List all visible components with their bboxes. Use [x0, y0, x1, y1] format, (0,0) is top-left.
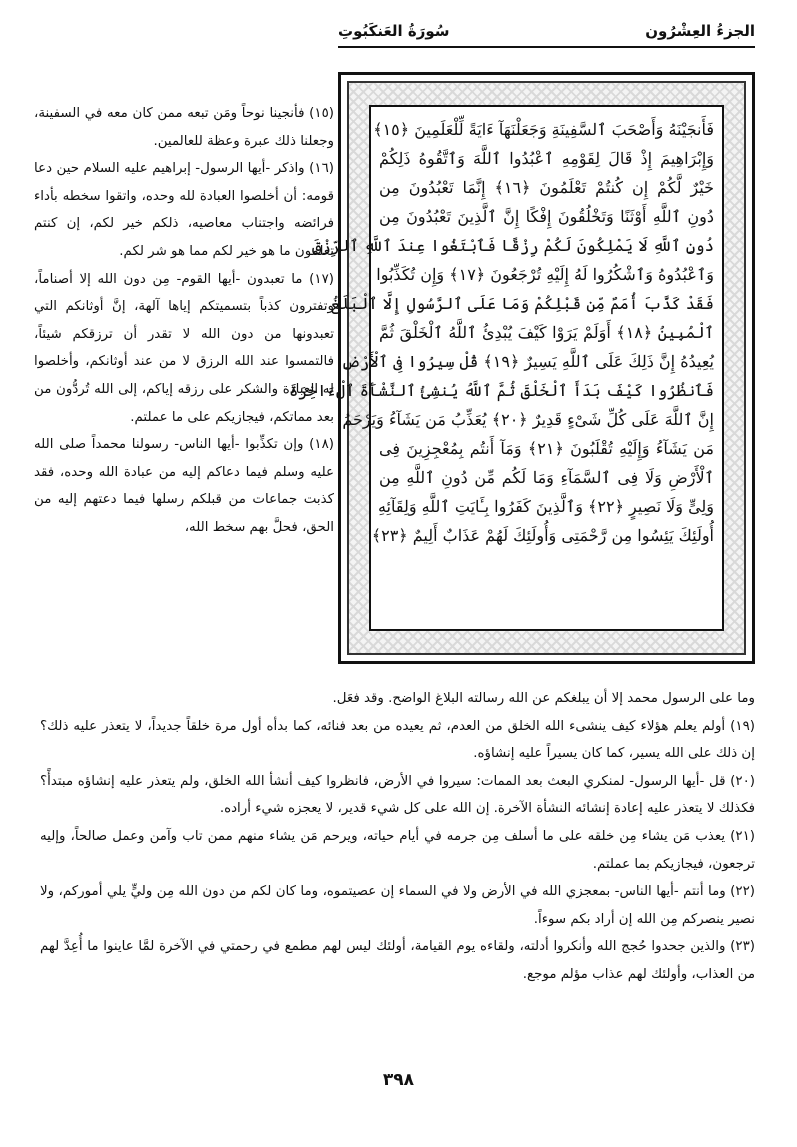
tafsir-bottom-block	[40, 685, 755, 989]
quran-line: وَإِبْرَاهِيمَ إِذْ قَالَ لِقَوْمِهِ ٱعْبُدُوا ٱللَّهَ وَٱتَّقُوهُ ذَلِكُمْ	[379, 149, 714, 168]
ornamental-border	[288, 81, 746, 655]
tafsir-paragraph-22: (٢٢) وما أنتم -أيها الناس- بمعجزي الله في الأرض ولا في السماء إن عصيتموه، وما كان لكم من دون الله مِن وليٍّ يلي أموركم، ولا نصير ينصركم مِن الله إن أراد بكم سوءاً.	[40, 884, 755, 927]
tafsir-paragraph-16: (١٦) واذكر -أيها الرسول- إبراهيم عليه السلام حين دعا قومه: أن أخلصوا العبادة لله وحده، واتقوا سخطه بأداء فرائضه واجتناب معاصيه، ذلكم خير لكم، إن كنتم تعلمون ما هو خير لكم مما هو شر لكم.	[34, 161, 334, 259]
quran-line: فَٱنظُرُوا كَيْفَ بَدَأَ ٱلْخَلْقَ ثُمَّ ٱللَّهُ يُنشِئُ ٱلنَّشْأَةَ ٱلْءَاخِرَةَ	[288, 381, 714, 400]
page-number: ٣٩٨	[382, 1070, 415, 1090]
juz-title: الجزءُ العِشْرُون	[645, 22, 755, 40]
header-rule	[338, 46, 755, 48]
tafsir-paragraph-21: (٢١) يعذب مَن يشاء مِن خلقه على ما أسلف مِن جرمه في أيام حياته، ويرحم مَن يشاء منهم ممن تاب وآمن وعمل صالحاً، وإليه ترجعون، فيجازيكم بما عملتم.	[40, 828, 755, 872]
quran-line: فَقَدْ كَذَّبَ أُمَمٌ مِّن قَبْلِكُمْ وَمَا عَلَى ٱلرَّسُولِ إِلَّا ٱلْبَلَغُ	[330, 294, 714, 313]
tafsir-paragraph-17: (١٧) ما تعبدون -أيها القوم- مِن دون الله إلا أصناماً، وتفترون كذباً بتسميتكم إياها آلهة، إنَّ أوثانكم التي تعبدونها من دون الله لا تقدر أن ترزقكم شيئاً، فالتمسوا عند الله الرزق لا من عند أوثانكم، وأخلصوا له العبادة والشكر على رزقه إياكم، إلى الله تُردُّون من بعد مماتكم، فيجازيكم على ما عملتم.	[34, 271, 334, 425]
quran-line: يُعِيدُهُ إِنَّ ذَلِكَ عَلَى ٱللَّهِ يَسِيرٌ ﴿١٩﴾ قُلْ سِيرُوا فِى ٱلْأَرْضِ	[341, 352, 714, 371]
quran-line: فَأَنجَيْنَهُ وَأَصْحَبَ ٱلسَّفِينَةِ وَجَعَلْنَهَآ ءَايَةً لِّلْعَلَمِينَ ﴿١٥﴾	[373, 120, 714, 139]
tafsir-paragraph-23: (٢٣) والذين جحدوا حُجج الله وأنكروا أدلته، ولقاءه يوم القيامة، أولئك ليس لهم مطمع في رحمتي في الآخرة لمَّا عاينوا ما أُعِدَّ لهم من العذاب، وأولئك لهم عذاب مؤلم موجع.	[40, 939, 755, 982]
tafsir-paragraph-18: (١٨) وإن تكذِّبوا -أيها الناس- رسولنا محمداً صلى الله عليه وسلم فيما دعاكم إليه من عبادة الله وحده، فقد كذبت جماعات من قبلكم رسلها فيما دعتهم إليه من الحق، فحلَّ بهم سخط الله،	[34, 437, 334, 535]
quran-line: دُونِ ٱللَّهِ لَا يَمْلِكُونَ لَكُمْ رِزْقًا فَٱبْتَغُوا عِندَ ٱللَّهِ ٱلرِّزْقَ	[311, 236, 714, 255]
quran-line: خَيْرٌ لَّكُمْ إِن كُنتُمْ تَعْلَمُونَ ﴿١٦﴾ إِنَّمَا تَعْبُدُونَ مِن	[379, 178, 715, 197]
quran-line: إِنَّ ٱللَّهَ عَلَى كُلِّ شَىْءٍ قَدِيرٌ ﴿٢٠﴾ يُعَذِّبُ مَن يَشَآءُ وَيَرْحَمُ	[342, 410, 714, 429]
tafsir-paragraph-15: (١٥) فأنجينا نوحاً ومَن تبعه ممن كان معه في السفينة، وجعلنا ذلك عبرة وعظة للعالمين.	[34, 106, 334, 149]
quran-text-box	[288, 105, 724, 631]
surah-title: سُورَةُ العَنكَبُوتِ	[338, 22, 450, 40]
quran-line: ٱلْمُبِينُ ﴿١٨﴾ أَوَلَمْ يَرَوْا كَيْفَ يُبْدِئُ ٱللَّهُ ٱلْخَلْقَ ثُمَّ	[379, 323, 714, 342]
tafsir-paragraph-19: (١٩) أولم يعلم هؤلاء كيف ينشىء الله الخلق من العدم، ثم يعيده من بعد فنائه، كما بدأه أول مرة خلقاً جديداً، لا يتعذر عليه ذلك؟ إن ذلك على الله يسير، كما كان يسيراً عليه إنشاؤه.	[40, 718, 755, 762]
quran-line: ٱلْأَرْضِ وَلَا فِى ٱلسَّمَآءِ وَمَا لَكُم مِّن دُونِ ٱللَّهِ مِن	[379, 468, 714, 487]
tafsir-side-column	[34, 100, 334, 542]
quran-line: دُونِ ٱللَّهِ أَوْثَنًا وَتَخْلُقُونَ إِفْكًا إِنَّ ٱلَّذِينَ تَعْبُدُونَ مِن	[379, 207, 714, 226]
tafsir-paragraph-18-cont: وما على الرسول محمد إلا أن يبلغكم عن الله رسالته البلاغ الواضح. وقد فعَل.	[332, 691, 755, 706]
tafsir-paragraph-20: (٢٠) قل -أيها الرسول- لمنكري البعث بعد الممات: سيروا في الأرض، فانظروا كيف أنشأ الله الخلق، ولم يتعذر عليه إنشاؤه مبتدأً؟ فكذلك لا يتعذر عليه إعادة إنشائه النشأة الآخرة. إن الله على كل شيء قدير، لا يعجزه شيء أراده.	[40, 773, 755, 817]
quran-line: وَٱعْبُدُوهُ وَٱشْكُرُوا لَهُ إِلَيْهِ تُرْجَعُونَ ﴿١٧﴾ وَإِن تُكَذِّبُوا	[376, 265, 714, 284]
quran-line: وَلِىٍّ وَلَا نَصِيرٍ ﴿٢٢﴾ وَٱلَّذِينَ كَفَرُوا بِـَٔايَتِ ٱللَّهِ وَلِقَآئِهِ	[377, 497, 714, 516]
quran-line: أُولَئِكَ يَئِسُوا مِن رَّحْمَتِى وَأُولَئِكَ لَهُمْ عَذَابٌ أَلِيمٌ ﴿٢٣﴾	[371, 526, 714, 545]
quran-line: مَن يَشَآءُ وَإِلَيْهِ تُقْلَبُونَ ﴿٢١﴾ وَمَآ أَنتُم بِمُعْجِزِينَ فِى	[379, 439, 714, 458]
quran-frame	[288, 72, 755, 664]
